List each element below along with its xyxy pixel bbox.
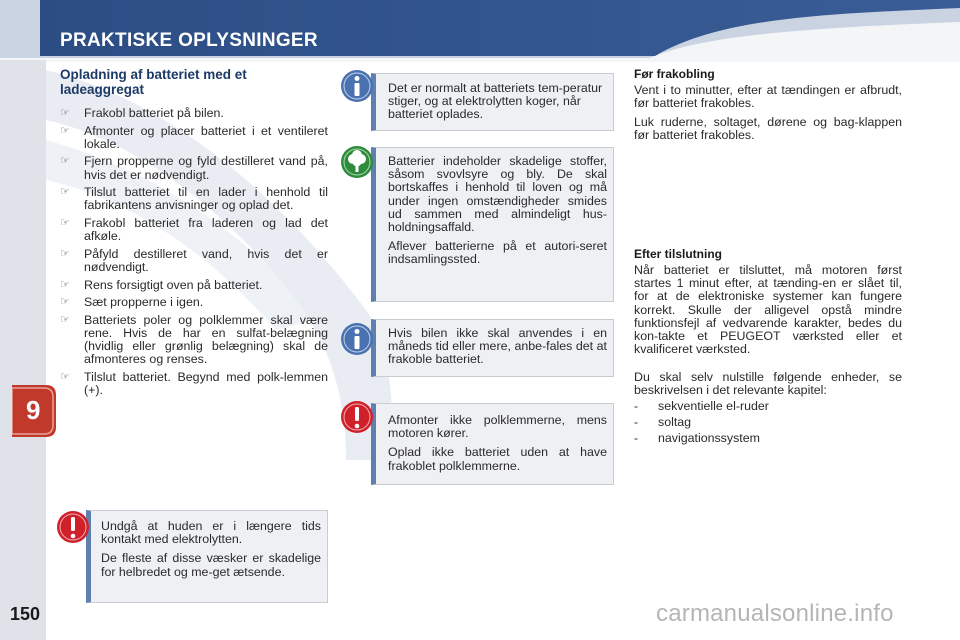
info-icon: [340, 322, 374, 356]
warning-box-engine: [371, 403, 614, 485]
paragraph: Vent i to minutter, efter at tændingen er afbrudt, før batteriet frakobles.: [634, 83, 902, 111]
list-item: [60, 186, 328, 212]
warning-box-skin: [86, 510, 328, 603]
box-text: Afmonter ikke polklemmerne, mens motoren kører.: [388, 413, 607, 441]
watermark: carmanualsonline.info: [656, 600, 894, 627]
page-number: 150: [10, 604, 41, 624]
box-text: Det er normalt at batteriets tem-peratur stiger, og at elektrolytten koger, når batteriet oplades.: [388, 81, 603, 122]
list-item: [60, 107, 328, 120]
list-item: [60, 296, 328, 309]
pointing-hand-icon: ☞: [60, 247, 70, 260]
eco-box-disposal: [371, 147, 614, 302]
left-margin-strip: [0, 60, 46, 640]
after-connect-heading: Efter tilslutning: [634, 247, 722, 261]
step-text: Tilslut batteriet til en lader i henhold til fabrikantens anvisninger og oplad det.: [84, 185, 328, 213]
info-icon: [340, 69, 374, 103]
box-text: Undgå at huden er i længere tids kontakt med elektrolytten.: [101, 519, 321, 547]
pointing-hand-icon: ☞: [60, 296, 70, 309]
pointing-hand-icon: ☞: [60, 370, 70, 383]
chapter-number: 9: [26, 395, 41, 425]
info-box-unused: [371, 319, 614, 377]
list-item: [60, 371, 328, 397]
pointing-hand-icon: ☞: [60, 216, 70, 229]
step-text: Sæt propperne i igen.: [84, 295, 204, 310]
step-text: Påfyld destilleret vand, hvis det er nødvendigt.: [84, 246, 328, 274]
page-title: PRAKTISKE OPLYSNINGER: [60, 30, 318, 51]
step-text: Rens forsigtigt oven på batteriet.: [84, 277, 263, 292]
list-item: - soltag: [634, 415, 692, 430]
paragraph: Du skal selv nulstille følgende enheder, se beskrivelsen i det relevante kapitel:: [634, 370, 902, 398]
paragraph: Når batteriet er tilsluttet, må motoren først startes 1 minut efter, at tænding-en er slået til, for at de elektroniske systemer kan fungere korrekt. Skulle der alligevel opstå mindre funktionsfejl af vedvarende karakter, bedes du kon-takte et PEUGEOT værksted eller et kvalificeret værksted.: [634, 263, 902, 357]
list-item: [60, 155, 328, 181]
paragraph: Luk ruderne, soltaget, dørene og bag-klappen før batteriet frakobles.: [634, 115, 902, 143]
pointing-hand-icon: ☞: [60, 278, 70, 291]
step-text: Afmonter og placer batteriet i et ventileret lokale.: [84, 123, 328, 151]
box-text: Oplad ikke batteriet uden at have frakoblet polklemmerne.: [388, 445, 607, 473]
list-item: [60, 279, 328, 292]
step-text: Batteriets poler og polklemmer skal være rene. Hvis de har en sulfat-belægning (hvidlig eller grønlig belægning) skal de afmonteres og renses.: [84, 312, 328, 367]
box-text: Aflever batterierne på et autori-seret indsamlingssted.: [388, 239, 607, 267]
list-item: [60, 314, 328, 367]
info-box-temperature: [371, 73, 614, 131]
step-text: Tilslut batteriet. Begynd med polk-lemmen (+).: [84, 369, 328, 398]
pointing-hand-icon: ☞: [60, 155, 70, 168]
section-heading: Opladning af batteriet med et ladeaggregat: [60, 67, 247, 97]
list-item-text: navigationssystem: [658, 431, 760, 446]
step-text: Fjern propperne og fyld destilleret vand på, hvis det er nødvendigt.: [84, 154, 328, 182]
list-item-text: sekventielle el-ruder: [658, 399, 769, 413]
warning-icon: [56, 510, 90, 544]
step-text: Frakobl batteriet på bilen.: [84, 106, 224, 120]
list-item: - navigationssystem: [634, 431, 760, 446]
list-item-text: soltag: [658, 415, 692, 430]
list-item: [60, 217, 328, 243]
warning-icon: [340, 400, 374, 434]
box-text: Batterier indeholder skadelige stoffer, såsom svovlsyre og bly. De skal bortskaffes i henhold til loven og må under ingen omstændigheder smides ud sammen med almindeligt hus-holdningsaffald.: [388, 154, 607, 235]
charging-steps-list: [60, 107, 328, 402]
pointing-hand-icon: ☞: [60, 186, 70, 199]
box-text: Hvis bilen ikke skal anvendes i en måneds tid eller mere, anbe-fales det at frakoble batteriet.: [388, 326, 607, 367]
list-item: - sekventielle el-ruder: [634, 399, 769, 413]
before-disconnect-heading: Før frakobling: [634, 67, 715, 81]
list-item: [60, 125, 328, 151]
box-text: De fleste af disse væsker er skadelige for helbredet og me-get ætsende.: [101, 551, 321, 579]
reset-units-list: [634, 400, 902, 449]
pointing-hand-icon: ☞: [60, 124, 70, 137]
step-text: Frakobl batteriet fra laderen og lad det afkøle.: [84, 215, 328, 244]
list-item: [60, 248, 328, 274]
pointing-hand-icon: ☞: [60, 107, 70, 119]
pointing-hand-icon: ☞: [60, 313, 70, 326]
environment-tree-icon: [340, 145, 374, 179]
